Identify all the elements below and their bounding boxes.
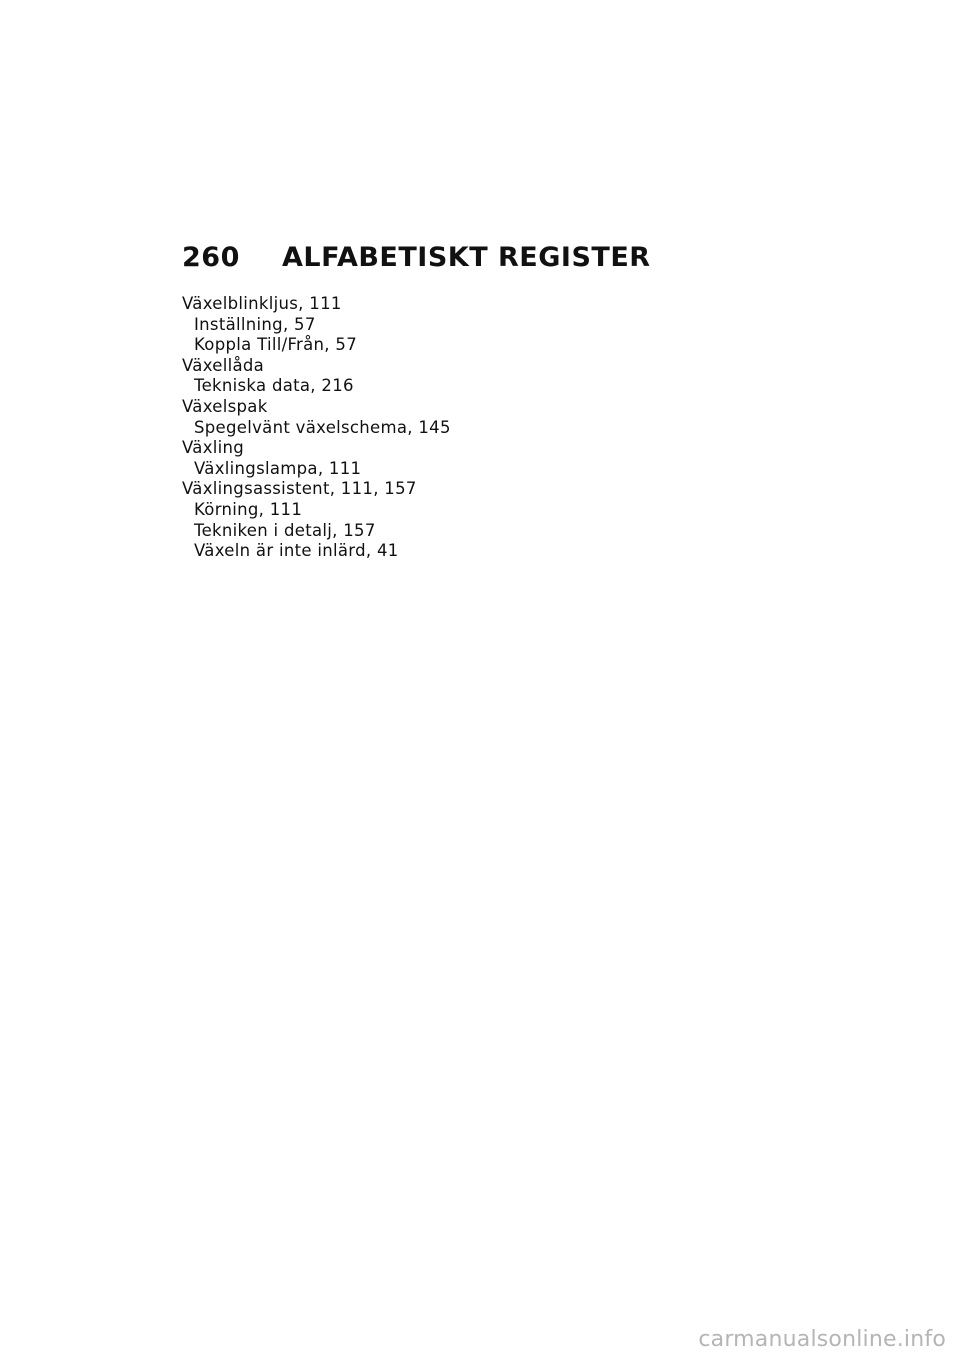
index-entry: Växellåda [182,355,265,375]
footer-watermark: carmanualsonline.info [698,1327,946,1352]
index-subentry: Tekniken i detalj, 157 [194,520,376,540]
index-subentry: Koppla Till/Från, 57 [194,335,357,355]
index-list [182,294,451,562]
index-subentry: Inställning, 57 [194,314,316,334]
index-subentry: Växlingslampa, 111 [194,458,362,478]
page-number: 260 [182,242,240,273]
index-subentry: Spegelvänt växelschema, 145 [194,417,451,437]
index-entry: Växlingsassistent, 111, 157 [182,479,417,499]
index-entry: Växelblinkljus, 111 [182,294,342,313]
index-entry: Växelspak [182,396,268,416]
index-subentry: Växeln är inte inlärd, 41 [194,541,399,561]
index-entry: Växling [182,438,245,458]
page-header [182,242,651,273]
index-subentry: Tekniska data, 216 [194,376,354,396]
index-subentry: Körning, 111 [194,499,303,519]
section-title: ALFABETISKT REGISTER [282,242,651,273]
